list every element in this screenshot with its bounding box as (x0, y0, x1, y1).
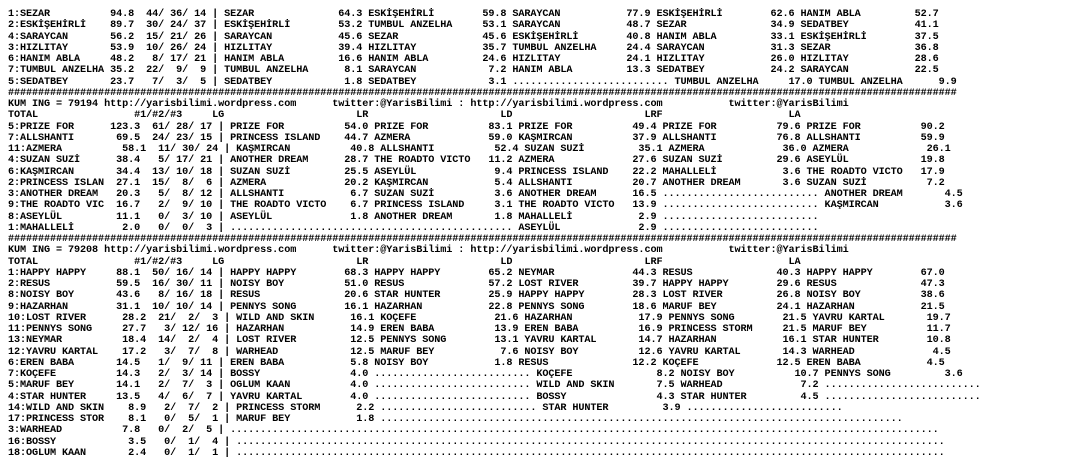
result-row: 4:STAR HUNTER 13.5 4/ 6/ 7 | YAVRU KARTAL 4.0 .......................... BOSSY 4.3 STAR HUNTER 4.5 .......................... (8, 391, 981, 403)
result-row: 2:RESUS 59.5 16/ 30/ 11 | NOISY BOY 51.0 RESUS 57.2 LOST RIVER 39.7 HAPPY HAPPY 29.6 RESUS 47.3 (8, 279, 945, 290)
separator-line: ############################################################################################################################################################## (8, 234, 957, 245)
result-row: 9:HAZARHAN 31.1 10/ 10/ 14 | PENNYS SONG 16.1 HAZARHAN 22.8 PENNYS SONG 18.6 MARUF BEY 24.1 HAZARHAN 21.5 (8, 301, 945, 313)
result-row: 6:EREN BABA 14.5 1/ 9/ 11 | EREN BABA 5.8 NOISY BOY 1.8 RESUS 12.2 KOÇEFE 12.5 EREN BABA 4.5 (8, 357, 945, 369)
result-row: 7:ALLSHANTI 69.5 24/ 23/ 15 | PRINCESS ISLAND 44.7 AZMERA 59.0 KAŞMIRCAN 37.9 ALLSHANTI 76.8 ALLSHANTI 59.9 (8, 132, 945, 144)
result-row: 6:KAŞMIRCAN 34.4 13/ 10/ 18 | SUZAN SUZİ 25.5 ASEYLÜL 9.4 PRINCESS ISLAND 22.2 MAHALLELİ 3.6 THE ROADTO VICTO 17.9 (8, 166, 945, 178)
result-row: 11:AZMERA 58.1 11/ 30/ 24 | KAŞMIRCAN 40.8 ALLSHANTI 52.4 SUZAN SUZİ 35.1 AZMERA 36.0 AZMERA 26.1 (8, 144, 951, 155)
result-row: 5:PRIZE FOR 123.3 61/ 28/ 17 | PRIZE FOR 54.0 PRIZE FOR 83.1 PRIZE FOR 49.4 PRIZE FOR 79.6 PRIZE FOR 90.2 (8, 121, 945, 133)
result-row: 12:YAVRU KARTAL 17.2 3/ 7/ 8 | WARHEAD 12.5 MARUF BEY 7.6 NOISY BOY 12.6 YAVRU KARTAL 14.3 WARHEAD 4.5 (8, 346, 951, 358)
result-row: 18:OGLUM KAAN 2.4 0/ 1/ 1 | ...................................................................................................................... (8, 447, 945, 459)
result-row: 9:THE ROADTO VIC 16.7 2/ 9/ 10 | THE ROADTO VICTO 6.7 PRINCESS ISLAND 3.1 THE ROADTO VICTO 13.9 .......................... KAŞMIRCAN 3.6 (8, 200, 963, 212)
result-row: 17:PRINCESS STOR 8.1 0/ 5/ 1 | MARUF BEY 1.8 ....................................................................................... (8, 414, 903, 425)
result-row: 1:SEZAR 94.8 44/ 36/ 14 | SEZAR 64.3 ESKİŞEHİRLİ 59.8 SARAYCAN 77.9 ESKİŞEHİRLİ 62.6 HANIM ABLA 52.7 (8, 9, 939, 20)
column-headers: TOTAL #1/#2/#3 LG LR LD LRF LA (8, 110, 801, 122)
result-row: 6:HANIM ABLA 48.2 8/ 17/ 21 | HANIM ABLA 16.6 HANIM ABLA 24.6 HIZLITAY 24.1 HIZLITAY 26.0 HIZLITAY 28.6 (8, 54, 939, 65)
result-row: 3:WARHEAD 7.8 0/ 2/ 5 | ...................................................................................................................... (8, 425, 939, 437)
result-row: 4:SARAYCAN 56.2 15/ 21/ 26 | SARAYCAN 45.6 SEZAR 45.6 ESKİŞEHİRLİ 40.8 HANIM ABLA 33.1 ESKİŞEHİRLİ 37.5 (8, 31, 939, 43)
result-row: 5:MARUF BEY 14.1 2/ 7/ 3 | OGLUM KAAN 4.0 .......................... WILD AND SKIN 7.5 WARHEAD 7.2 .......................... (8, 380, 981, 392)
result-row: 2:ESKİŞEHİRLİ 89.7 30/ 24/ 37 | ESKİŞEHİRLİ 53.2 TUMBUL ANZELHA 53.1 SARAYCAN 48.7 SEZAR 34.9 SEDATBEY 41.1 (8, 20, 939, 32)
result-row: 2:PRINCESS ISLAN 27.1 15/ 8/ 6 | AZMERA 20.2 KAŞMIRCAN 5.4 ALLSHANTI 20.7 ANOTHER DREAM 3.6 SUZAN SUZİ 7.2 (8, 177, 945, 189)
result-row: 13:NEYMAR 18.4 14/ 2/ 4 | LOST RIVER 12.5 PENNYS SONG 13.1 YAVRU KARTAL 14.7 HAZARHAN 16.1 STAR HUNTER 10.8 (8, 335, 951, 347)
result-row: 8:NOISY BOY 43.6 8/ 16/ 18 | RESUS 20.6 STAR HUNTER 25.9 HAPPY HAPPY 28.3 LOST RIVER 26.8 NOISY BOY 38.6 (8, 290, 945, 302)
result-row: 7:TUMBUL ANZELHA 35.2 22/ 9/ 9 | TUMBUL ANZELHA 8.1 SARAYCAN 7.2 HANIM ABLA 13.3 SEDATBEY 24.2 SARAYCAN 22.5 (8, 65, 939, 77)
result-row: 8:ASEYLÜL 11.1 0/ 3/ 10 | ASEYLÜL 1.8 ANOTHER DREAM 1.8 MAHALLELİ 2.9 .......................... (8, 211, 819, 223)
result-row: 1:HAPPY HAPPY 88.1 50/ 16/ 14 | HAPPY HAPPY 68.3 HAPPY HAPPY 65.2 NEYMAR 44.3 RESUS 40.3 HAPPY HAPPY 67.0 (8, 267, 945, 279)
result-row: 4:SUZAN SUZİ 38.4 5/ 17/ 21 | ANOTHER DREAM 28.7 THE ROADTO VICTO 11.2 AZMERA 27.6 SUZAN SUZİ 29.6 ASEYLÜL 19.8 (8, 155, 945, 167)
result-row: 7:KOÇEFE 14.3 2/ 3/ 14 | BOSSY 4.0 .......................... KOÇEFE 8.2 NOISY BOY 10.7 PENNYS SONG 3.6 (8, 369, 963, 380)
result-row: 11:PENNYS SONG 27.7 3/ 12/ 16 | HAZARHAN 14.9 EREN BABA 13.9 EREN BABA 16.9 PRINCESS STORM 21.5 MARUF BEY 11.7 (8, 324, 951, 335)
race-header: KUM ING = 79194 http://yarisbilimi.wordpress.com twitter:@YarisBilimi : http://yarisbilimi.wordpress.com twitter:@YarisBilimi (8, 99, 849, 110)
result-row: 3:ANOTHER DREAM 20.3 5/ 8/ 12 | ALLSHANTI 6.7 SUZAN SUZİ 3.6 ANOTHER DREAM 16.5 .......................... ANOTHER DREAM 4.5 (8, 189, 963, 200)
result-row: 3:HIZLITAY 53.9 10/ 26/ 24 | HIZLITAY 39.4 HIZLITAY 35.7 TUMBUL ANZELHA 24.4 SARAYCAN 31.3 SEZAR 36.8 (8, 42, 939, 54)
result-row: 14:WILD AND SKIN 8.9 2/ 7/ 2 | PRINCESS STORM 2.2 .......................... STAR HUNTER 3.9 .......................... (8, 402, 843, 414)
result-row: 16:BOSSY 3.5 0/ 1/ 4 | ...................................................................................................................... (8, 436, 945, 448)
column-headers: TOTAL #1/#2/#3 LG LR LD LRF LA (8, 256, 801, 268)
result-row: 1:MAHALLELİ 2.0 0/ 0/ 3 | ............................................... ASEYLÜL 2.9 .......................... (8, 222, 819, 234)
separator-line: ############################################################################################################################################################## (8, 87, 957, 99)
result-row: 10:LOST RIVER 28.2 21/ 2/ 3 | WILD AND SKIN 16.1 KOÇEFE 21.6 HAZARHAN 17.9 PENNYS SONG 21.5 YAVRU KARTAL 19.7 (8, 312, 951, 324)
race-header: KUM ING = 79208 http://yarisbilimi.wordpress.com twitter:@YarisBilimi : http://yarisbilimi.wordpress.com twitter:@YarisBilimi (8, 245, 849, 257)
result-row: 5:SEDATBEY 23.7 7/ 3/ 5 | SEDATBEY 1.8 SEDATBEY 3.1 .......................... TUMBUL ANZELHA 17.0 TUMBUL ANZELHA 9.9 (8, 76, 957, 88)
